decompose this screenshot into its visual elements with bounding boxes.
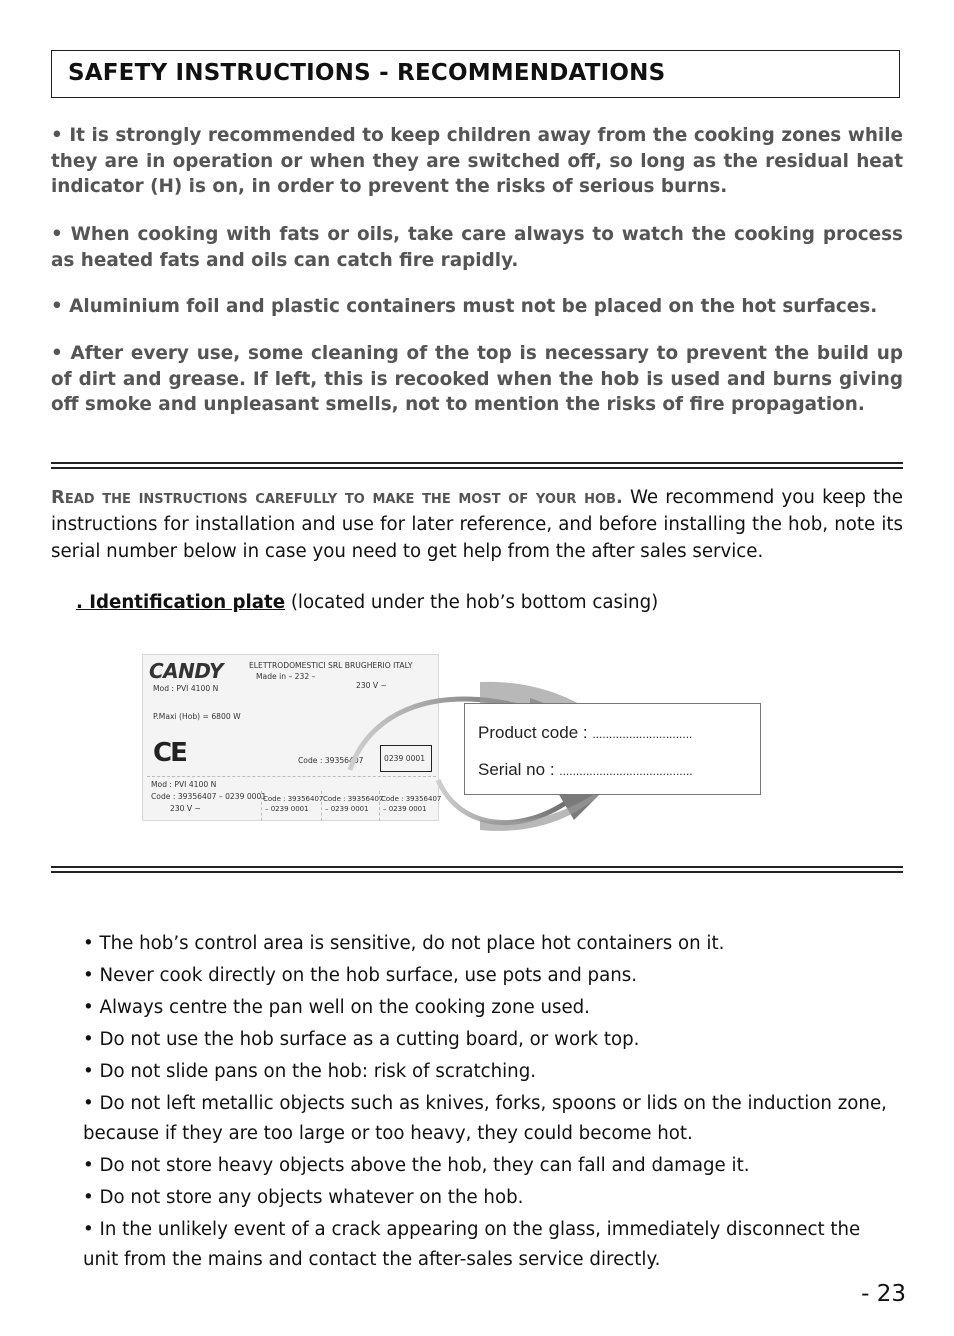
list-item: • The hob’s control area is sensitive, do not place hot containers on it.: [83, 933, 725, 954]
ac-wave-icon: ∼: [380, 681, 387, 690]
list-item: • Do not store heavy objects above the hob, they can fall and damage it.: [83, 1155, 750, 1176]
codes-record-box: [464, 703, 761, 795]
plate-mod: Mod : PVI 4100 N: [153, 684, 219, 693]
page-number: - 23: [861, 1281, 906, 1307]
warning-fats-oils: • When cooking with fats or oils, take care always to watch the cooking process as heated fats and oils can catch fire rapidly.: [51, 224, 903, 271]
plate-code: Code : 39356407: [298, 756, 364, 765]
plate-mod-2: Mod : PVI 4100 N: [151, 780, 217, 789]
title-box: [51, 50, 900, 98]
list-item: • Never cook directly on the hob surface, use pots and pans.: [83, 965, 638, 986]
plate-code-suffix: 0239 0001: [384, 754, 426, 763]
plate-voltage-value: 230 V: [356, 681, 379, 690]
plate-code-2: Code : 39356407 – 0239 0001: [151, 792, 267, 801]
plate-pmaxi: P.Maxi (Hob) = 6800 W: [153, 712, 241, 721]
plate-stub-code-2: Code : 39356407: [323, 795, 384, 803]
brand-logo: CANDY: [149, 659, 223, 683]
plate-stub-suffix-3: – 0239 0001: [383, 805, 427, 813]
list-item: • In the unlikely event of a crack appearing on the glass, immediately disconnect the unit from the mains and contact the after-sales service directly.: [83, 1219, 861, 1270]
ce-mark-icon: CE: [153, 738, 186, 768]
list-item: • Do not slide pans on the hob: risk of scratching.: [83, 1061, 537, 1082]
list-item: • Do not use the hob surface as a cutting board, or work top.: [83, 1029, 640, 1050]
product-code-dots: ..............................: [592, 727, 693, 741]
list-item: • Do not left metallic objects such as knives, forks, spoons or lids on the induction zone, because if they are too large or too heavy, they could become hot.: [83, 1093, 887, 1144]
plate-stub-suffix-2: – 0239 0001: [325, 805, 369, 813]
plate-stub-code-3: Code : 39356407: [381, 795, 442, 803]
plate-stub-divider-1: [261, 791, 262, 821]
double-rule-top: [51, 462, 903, 469]
warning-children: • It is strongly recommended to keep children away from the cooking zones while they are in operation or when they are switched off, so long as the residual heat indicator (H) is on, in order to prevent the risks of serious burns.: [51, 125, 903, 197]
plate-made-in: Made in – 232 –: [256, 672, 316, 681]
double-rule-bottom: [51, 866, 903, 873]
product-code-label: Product code :: [478, 723, 593, 742]
plate-maker: ELETTRODOMESTICI SRL BRUGHERIO ITALY: [249, 661, 413, 670]
page-title: SAFETY INSTRUCTIONS - RECOMMENDATIONS: [68, 60, 666, 86]
list-item: • Do not store any objects whatever on the hob.: [83, 1187, 524, 1208]
plate-stub-suffix-1: – 0239 0001: [265, 805, 309, 813]
plate-voltage-2: 230 V ~: [170, 804, 201, 813]
identification-plate-note: (located under the hob’s bottom casing): [285, 592, 659, 613]
warning-cleaning: • After every use, some cleaning of the top is necessary to prevent the build up of dirt and grease. If left, this is recooked when the hob is used and burns giving off smoke and unpleasant smells, not to mention the risks of fire propagation.: [51, 343, 903, 415]
identification-plate-label: . Identification plate: [76, 592, 286, 613]
serial-no-dots: ........................................: [559, 764, 693, 778]
product-code-row: [478, 723, 692, 743]
advice-list: [83, 929, 893, 1277]
identification-plate-line: [76, 592, 658, 613]
intro-text: We recommend you keep the instructions for installation and use for later reference, and before installing the hob, note its serial number below in case you need to get help from the after sales service.: [51, 487, 903, 562]
plate-stub-code-1: Code : 39356407: [263, 795, 324, 803]
warning-aluminium: • Aluminium foil and plastic containers must not be placed on the hot surfaces.: [51, 296, 878, 317]
serial-no-label: Serial no :: [478, 760, 560, 779]
serial-no-row: [478, 760, 693, 780]
intro-lead: Read the instructions carefully to make the most of your hob.: [51, 487, 623, 508]
list-item: • Always centre the pan well on the cooking zone used.: [83, 997, 590, 1018]
intro-paragraph: [51, 484, 903, 565]
